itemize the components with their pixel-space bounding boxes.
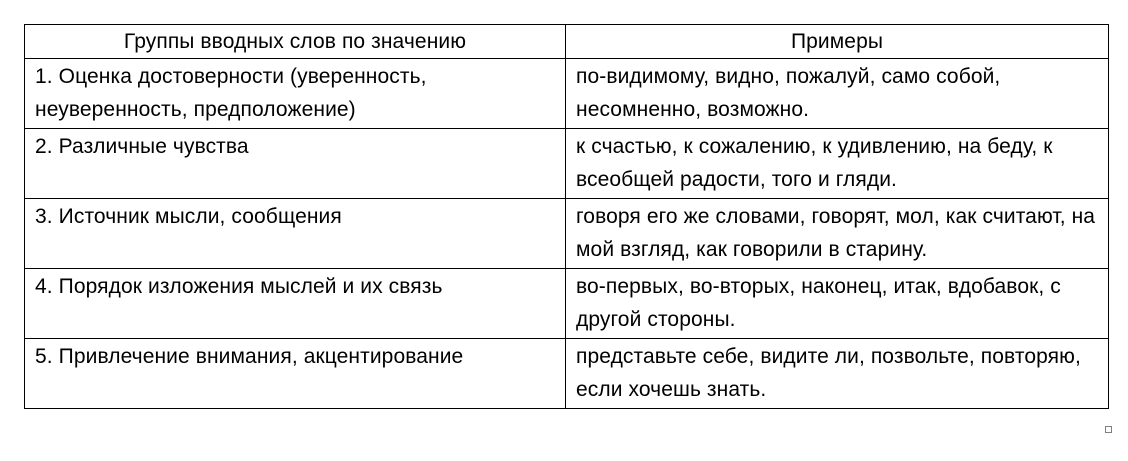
group-cell: 1. Оценка достоверности (уверенность, неуверенность, предположение) (25, 59, 566, 129)
table-row (25, 199, 1109, 269)
examples-cell: представьте себе, видите ли, позвольте, повторяю, если хочешь знать. (566, 339, 1109, 409)
header-groups: Группы вводных слов по значению (25, 25, 566, 59)
introductory-words-table (24, 24, 1109, 409)
examples-cell: говоря его же словами, говорят, мол, как считают, на мой взгляд, как говорили в старину. (566, 199, 1109, 269)
examples-cell: во-первых, во-вторых, наконец, итак, вдобавок, с другой стороны. (566, 269, 1109, 339)
table-row (25, 339, 1109, 409)
group-cell: 3. Источник мысли, сообщения (25, 199, 566, 269)
table-row (25, 129, 1109, 199)
group-cell: 4. Порядок изложения мыслей и их связь (25, 269, 566, 339)
table-row (25, 269, 1109, 339)
header-examples: Примеры (566, 25, 1109, 59)
table-header-row (25, 25, 1109, 59)
table-row (25, 59, 1109, 129)
table-resize-handle[interactable] (1105, 426, 1112, 433)
group-cell: 5. Привлечение внимания, акцентирование (25, 339, 566, 409)
examples-cell: по-видимому, видно, пожалуй, само собой, несомненно, возможно. (566, 59, 1109, 129)
examples-cell: к счастью, к сожалению, к удивлению, на беду, к всеобщей радости, того и гляди. (566, 129, 1109, 199)
group-cell: 2. Различные чувства (25, 129, 566, 199)
introductory-words-table-container (24, 24, 1108, 409)
